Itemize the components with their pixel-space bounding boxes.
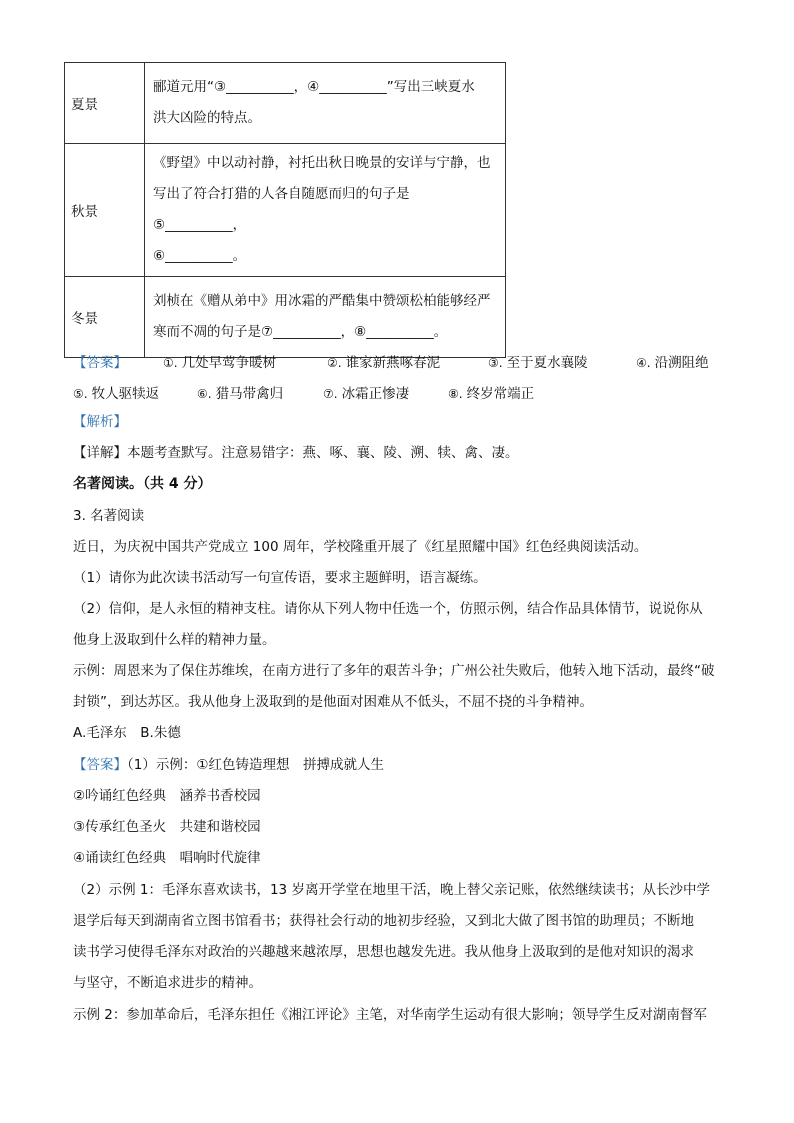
question-part-2: 他身上汲取到什么样的精神力量。 (73, 632, 276, 648)
scenery-table (64, 62, 506, 358)
text-line: 《野望》中以动衬静，衬托出秋日晚景的安详与宁静，也 (153, 155, 491, 171)
detail-text: 【详解】本题考查默写。注意易错字：燕、啄、襄、陵、溯、犊、禽、凄。 (73, 445, 519, 461)
question-title: 3. 名著阅读 (73, 508, 145, 524)
answer-line: ④诵读红色经典 唱响时代旋律 (73, 850, 261, 866)
answer-item: ③. 至于夏水襄陵 (488, 355, 588, 371)
question-part-1: （1）请你为此次读书活动写一句宣传语，要求主题鲜明，语言凝练。 (73, 570, 487, 586)
answer-line: 读书学习使得毛泽东对政治的兴趣越来越浓厚，思想也越发先进。我从他身上汲取到的是他对知识的渴求 (73, 944, 694, 960)
answer-item: ⑦. 冰霜正惨凄 (323, 386, 410, 402)
text-line: 刘桢在《赠从弟中》用冰霜的严酷集中赞颂松柏能够经严 (153, 293, 491, 309)
season-text (145, 144, 506, 277)
answer-line: 与坚守，不断追求进步的精神。 (73, 975, 262, 991)
answer-line: ②吟诵红色经典 涵养书香校园 (73, 788, 261, 804)
text-line: 寒而不凋的句子是⑦__________，⑧__________。 (153, 324, 448, 340)
example-text: 示例：周恩来为了保住苏维埃，在南方进行了多年的艰苦斗争；广州公社失败后，他转入地下活动，最终“破 (73, 663, 715, 679)
table-row (65, 277, 506, 358)
season-label: 冬景 (65, 277, 145, 358)
answer-item: ⑧. 终岁常端正 (448, 386, 535, 402)
text-line: 写出了符合打猎的人各自随愿而归的句子是⑤__________， (153, 186, 410, 233)
season-text (145, 277, 506, 358)
answer-tag: 【答案】 (73, 355, 127, 371)
answer-line: ③传承红色圣火 共建和谐校园 (73, 819, 261, 835)
analysis-tag: 【解析】 (73, 414, 127, 430)
answer-item: ①. 几处早莺争暖树 (163, 355, 277, 371)
answer-line: 示例 2：参加革命后，毛泽东担任《湘江评论》主笔，对华南学生运动有很大影响；领导学生反对湖南督军 (73, 1007, 707, 1023)
answer-item: ⑥. 猎马带禽归 (197, 386, 284, 402)
season-label: 秋景 (65, 144, 145, 277)
answer-line: 【答案】（1）示例：①红色铸造理想 拼搏成就人生 (73, 757, 384, 773)
answer-line: （2）示例 1：毛泽东喜欢读书，13 岁离开学堂在地里干活，晚上替父亲记账，依然继续读书；从长沙中学 (73, 882, 710, 898)
table-row (65, 63, 506, 144)
answer-line: 退学后每天到湖南省立图书馆看书；获得社会行动的地初步经验，又到北大做了图书馆的助理员；不断地 (73, 913, 694, 929)
options-text: A.毛泽东 B.朱德 (73, 725, 181, 741)
answer-tag: 【答案】 (73, 757, 127, 773)
question-part-2: （2）信仰，是人永恒的精神支柱。请你从下列人物中任选一个，仿照示例，结合作品具体情节，说说你从 (73, 601, 703, 617)
question-intro: 近日，为庆祝中国共产党成立 100 周年，学校隆重开展了《红星照耀中国》红色经典阅读活动。 (73, 539, 648, 555)
text-line: ⑥__________。 (153, 248, 247, 264)
text-line: 郦道元用“③__________，④__________”写出三峡夏水 (153, 79, 475, 95)
section-title: 名著阅读。（共 4 分） (73, 476, 212, 492)
table-row (65, 144, 506, 277)
text-line: 洪大凶险的特点。 (153, 110, 261, 126)
season-text (145, 63, 506, 144)
answer-item: ④. 沿溯阻绝 (636, 355, 709, 371)
season-label: 夏景 (65, 63, 145, 144)
answer-item: ②. 谁家新燕啄春泥 (327, 355, 441, 371)
example-text: 封锁”，到达苏区。我从他身上汲取到的是他面对困难从不低头，不屈不挠的斗争精神。 (73, 694, 593, 710)
answer-item: ⑤. 牧人驱犊返 (73, 386, 160, 402)
